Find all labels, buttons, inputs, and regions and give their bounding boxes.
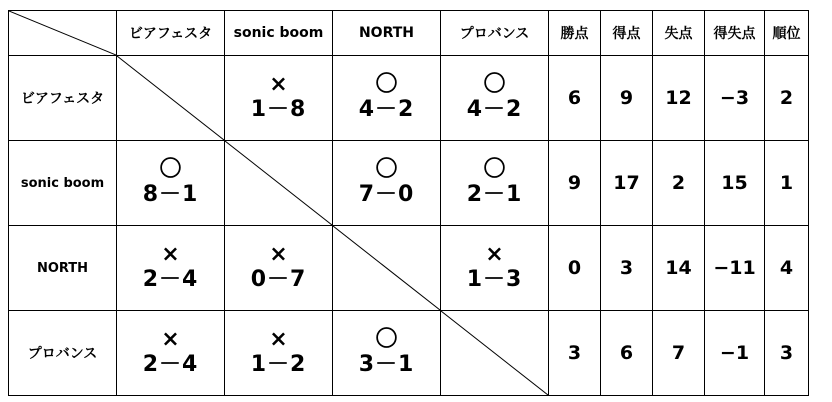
result-cell — [117, 141, 225, 226]
diagonal-line — [441, 311, 548, 395]
result-cell — [333, 56, 441, 141]
row-team-label: sonic boom — [9, 141, 117, 226]
result-score: 4－2 — [358, 97, 415, 122]
result-cell — [225, 56, 333, 141]
header-team-1: ビアフェスタ — [117, 11, 225, 56]
goals-for-value: 9 — [601, 56, 653, 141]
header-rank: 順位 — [765, 11, 809, 56]
header-team-4: プロバンス — [441, 11, 549, 56]
result-mark: 〇 — [375, 157, 398, 183]
goals-for-value: 17 — [601, 141, 653, 226]
corner-diagonal — [9, 11, 116, 55]
result-mark: 〇 — [483, 72, 506, 98]
table-row — [9, 311, 809, 396]
result-mark: × — [269, 72, 288, 98]
result-score: 1－2 — [250, 352, 307, 377]
goals-against-value: 7 — [653, 311, 705, 396]
result-score: 1－8 — [250, 97, 307, 122]
points-value: 3 — [549, 311, 601, 396]
result-cell — [225, 226, 333, 311]
diagonal-cell — [225, 141, 333, 226]
result-score: 2－4 — [142, 352, 199, 377]
diagonal-cell — [441, 311, 549, 396]
header-points: 勝点 — [549, 11, 601, 56]
rank-value: 3 — [765, 311, 809, 396]
diagonal-line — [117, 56, 224, 140]
result-cell — [117, 311, 225, 396]
standings-table-wrapper — [8, 10, 809, 396]
table-row — [9, 226, 809, 311]
goals-against-value: 14 — [653, 226, 705, 311]
header-goals-for: 得点 — [601, 11, 653, 56]
diagonal-cell — [117, 56, 225, 141]
result-mark: × — [485, 242, 504, 268]
header-row — [9, 11, 809, 56]
result-score: 3－1 — [358, 352, 415, 377]
result-mark: 〇 — [375, 327, 398, 353]
diagonal-line — [225, 141, 332, 225]
goal-difference-value: −11 — [705, 226, 765, 311]
corner-cell — [9, 11, 117, 56]
result-cell — [441, 56, 549, 141]
points-value: 0 — [549, 226, 601, 311]
header-team-2: sonic boom — [225, 11, 333, 56]
goals-against-value: 12 — [653, 56, 705, 141]
result-cell — [333, 141, 441, 226]
result-cell — [333, 311, 441, 396]
result-mark: × — [269, 242, 288, 268]
goals-against-value: 2 — [653, 141, 705, 226]
header-goal-difference: 得失点 — [705, 11, 765, 56]
goal-difference-value: 15 — [705, 141, 765, 226]
result-mark: × — [161, 242, 180, 268]
result-cell — [441, 226, 549, 311]
goals-for-value: 3 — [601, 226, 653, 311]
result-score: 4－2 — [466, 97, 523, 122]
table-row — [9, 56, 809, 141]
result-mark: 〇 — [483, 157, 506, 183]
rank-value: 1 — [765, 141, 809, 226]
result-score: 2－4 — [142, 267, 199, 292]
rank-value: 2 — [765, 56, 809, 141]
result-score: 1－3 — [466, 267, 523, 292]
result-mark: × — [269, 327, 288, 353]
standings-table — [8, 10, 809, 396]
result-score: 2－1 — [466, 182, 523, 207]
table-row — [9, 141, 809, 226]
points-value: 9 — [549, 141, 601, 226]
result-mark: 〇 — [159, 157, 182, 183]
goal-difference-value: −1 — [705, 311, 765, 396]
row-team-label: NORTH — [9, 226, 117, 311]
result-score: 7－0 — [358, 182, 415, 207]
points-value: 6 — [549, 56, 601, 141]
result-cell — [225, 311, 333, 396]
diagonal-cell — [333, 226, 441, 311]
header-goals-against: 失点 — [653, 11, 705, 56]
result-cell — [117, 226, 225, 311]
diagonal-line — [333, 226, 440, 310]
result-score: 8－1 — [142, 182, 199, 207]
header-team-3: NORTH — [333, 11, 441, 56]
goal-difference-value: −3 — [705, 56, 765, 141]
goals-for-value: 6 — [601, 311, 653, 396]
rank-value: 4 — [765, 226, 809, 311]
result-mark: 〇 — [375, 72, 398, 98]
row-team-label: ビアフェスタ — [9, 56, 117, 141]
result-cell — [441, 141, 549, 226]
row-team-label: プロバンス — [9, 311, 117, 396]
result-mark: × — [161, 327, 180, 353]
result-score: 0－7 — [250, 267, 307, 292]
